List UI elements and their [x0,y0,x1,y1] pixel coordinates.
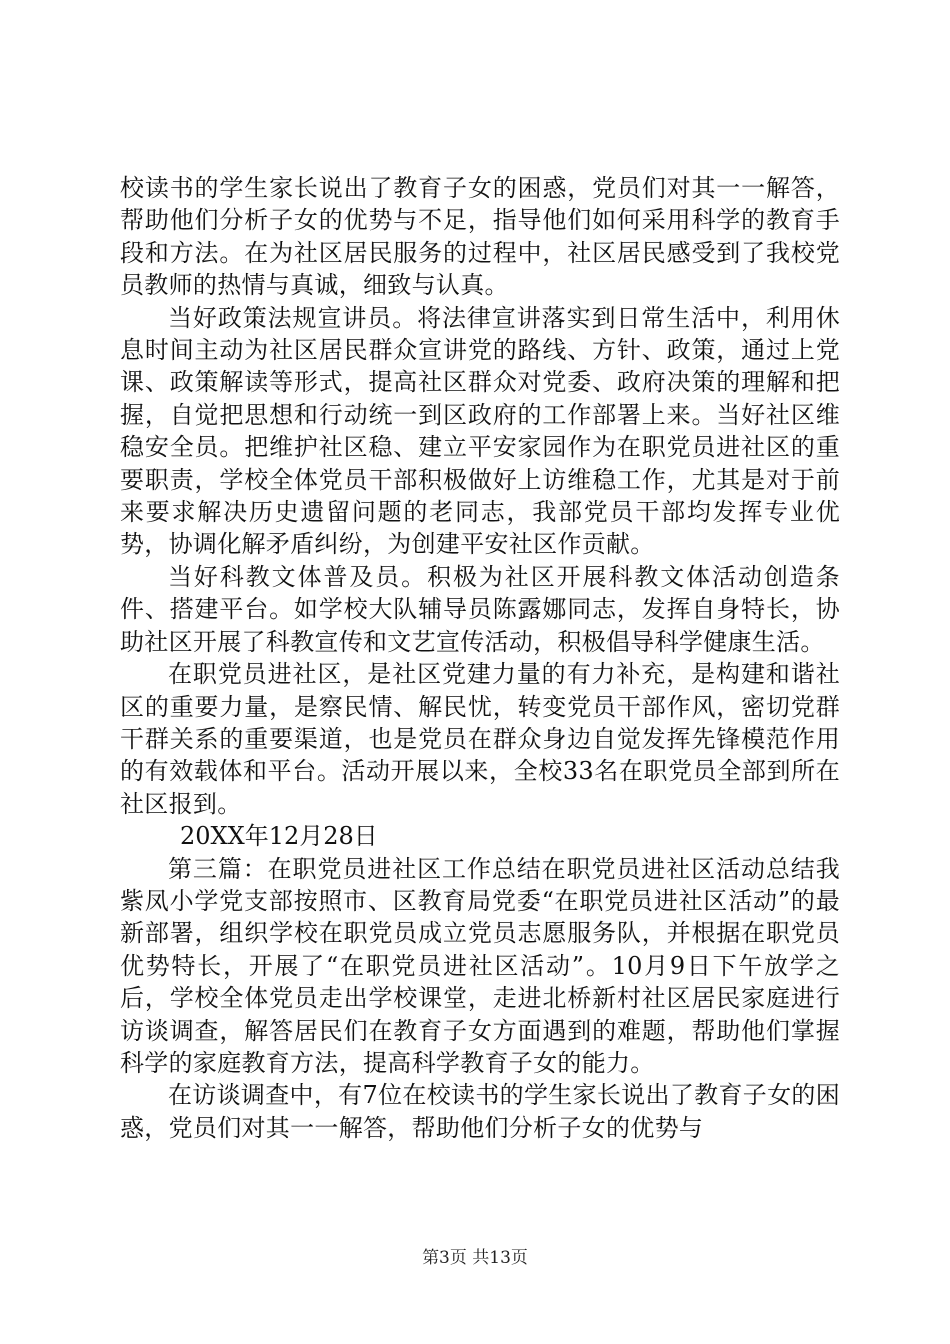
paragraph-continuation: 校读书的学生家长说出了教育子女的困惑，党员们对其一一解答，帮助他们分析子女的优势与不足，指导他们如何采用科学的教育手段和方法。在为社区居民服务的过程中，社区居民感受到了我校党员教师的热情与真诚，细致与认真。 [120,174,840,300]
page-footer: 第3页 共13页 [422,1248,528,1268]
document-body [120,172,840,1144]
paragraph-science-culture: 当好科教文体普及员。积极为社区开展科教文体活动创造条件、搭建平台。如学校大队辅导员陈露娜同志，发挥自身特长，协助社区开展了科教宣传和文艺宣传活动，积极倡导科学健康生活。 [120,562,840,656]
paragraph-summary: 在职党员进社区，是社区党建力量的有力补充，是构建和谐社区的重要力量，是察民情、解民忧，转变党员干部作风，密切党群干群关系的重要渠道，也是党员在群众身边自觉发挥先锋模范作用的有效载体和平台。活动开展以来，全校33名在职党员全部到所在社区报到。 [120,660,840,818]
paragraph-interview: 在访谈调查中，有7位在校读书的学生家长说出了教育子女的困惑，党员们对其一一解答，帮助他们分析子女的优势与 [120,1081,840,1142]
paragraph-policy-publicity: 当好政策法规宣讲员。将法律宣讲落实到日常生活中，利用休息时间主动为社区居民群众宣讲党的路线、方针、政策，通过上党课、政策解读等形式，提高社区群众对党委、政府决策的理解和把握，自觉把思想和行动统一到区政府的工作部署上来。当好社区维稳安全员。把维护社区稳、建立平安家园作为在职党员进社区的重要职责，学校全体党员干部积极做好上访维稳工作，尤其是对于前来要求解决历史遗留问题的老同志，我部党员干部均发挥专业优势，协调化解矛盾纠纷，为创建平安社区作贡献。 [120,303,840,559]
paragraph-third-article: 第三篇：在职党员进社区工作总结在职党员进社区活动总结我紫凤小学党支部按照市、区教育局党委“在职党员进社区活动”的最新部署，组织学校在职党员成立党员志愿服务队，并根据在职党员优势特长，开展了“在职党员进社区活动”。10月9日下午放学之后，学校全体党员走出学校课堂，走进北桥新村社区居民家庭进行访谈调查，解答居民们在教育子女方面遇到的难题，帮助他们掌握科学的家庭教育方法，提高科学教育子女的能力。 [120,854,840,1077]
document-date: 20XX年12月28日 [180,822,378,851]
